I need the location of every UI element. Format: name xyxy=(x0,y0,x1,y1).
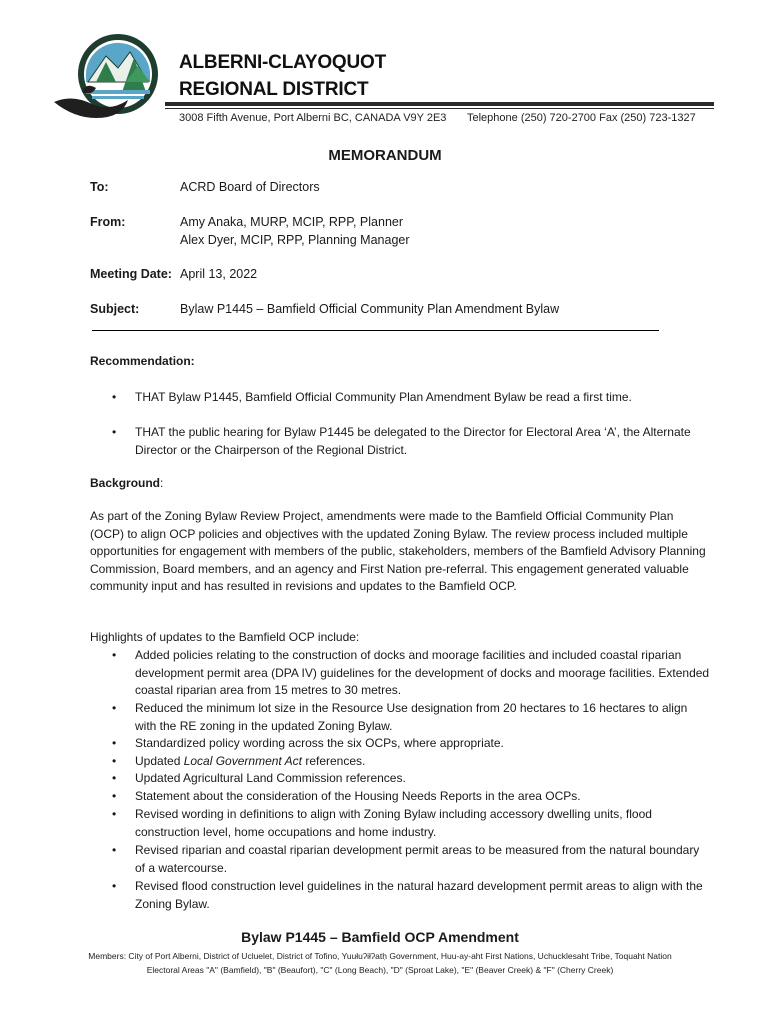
bullet-icon: • xyxy=(112,425,117,439)
updated-suffix: references. xyxy=(301,754,366,768)
highlight-item: Statement about the consideration of the Housing Needs Reports in the area OCPs. xyxy=(135,789,581,803)
subject-value: Bylaw P1445 – Bamfield Official Community Plan Amendment Bylaw xyxy=(180,302,560,316)
highlights-intro: Highlights of updates to the Bamfield OCP include: xyxy=(90,630,360,644)
recommendation-item-1: THAT Bylaw P1445, Bamfield Official Community Plan Amendment Bylaw be read a first time. xyxy=(135,390,632,404)
bullet-icon: • xyxy=(112,754,117,768)
highlight-item: Standardized policy wording across the six OCPs, where appropriate. xyxy=(135,736,504,750)
meeting-date-value: April 13, 2022 xyxy=(180,267,258,281)
highlight-item: Revised wording in definitions to align with Zoning Bylaw including accessory dwelling units, flood construction level, home occupations and home industry. xyxy=(135,807,652,839)
highlight-item: Updated Agricultural Land Commission references. xyxy=(135,771,406,785)
bullet-icon: • xyxy=(112,390,117,404)
background-paragraph: As part of the Zoning Bylaw Review Project, amendments were made to the Bamfield Official Community Plan (OCP) to align OCP policies and objectives with the updated Zoning Bylaw. The review process included multiple opportunities for engagement with members of the public, stakeholders, members of the Bamfield Advisory Planning Commission, Board members, and an agency and First Nation pre-referral. This engagement generated valuable community input and has resulted in revisions and updates to the Bamfield OCP. xyxy=(90,509,706,593)
subject-label: Subject: xyxy=(90,302,140,316)
to-label: To: xyxy=(90,180,109,194)
bullet-icon: • xyxy=(112,879,117,893)
acrd-logo-icon xyxy=(52,32,168,122)
footer-title: Bylaw P1445 – Bamfield OCP Amendment xyxy=(241,929,519,945)
bullet-icon: • xyxy=(112,648,117,662)
footer-members-line1: Members: City of Port Alberni, District of Ucluelet, District of Tofino, Yuułuʔiłʔatḥ Government, Huu-ay-aht First Nations, Uchucklesaht Tribe, Toquaht Nation xyxy=(88,951,672,961)
from-line1: Amy Anaka, MURP, MCIP, RPP, Planner xyxy=(180,215,404,229)
bullet-icon: • xyxy=(112,736,117,750)
org-name-line1: ALBERNI-CLAYOQUOT xyxy=(179,52,387,73)
highlight-item: Added policies relating to the construction of docks and moorage facilities and included coastal riparian development permit area (DPA IV) guidelines for the development of docks and moorage facilities. Extended coastal riparian area from 15 metres to 30 metres. xyxy=(135,648,710,697)
bullet-icon: • xyxy=(112,843,117,857)
header-rule-thin xyxy=(165,108,714,109)
highlight-item-updated-lga xyxy=(135,753,710,771)
local-government-act: Local Government Act xyxy=(183,754,302,768)
bullet-icon: • xyxy=(112,771,117,785)
from-label: From: xyxy=(90,215,126,229)
to-value: ACRD Board of Directors xyxy=(180,180,320,194)
highlight-item: Revised riparian and coastal riparian development permit areas to be measured from the natural boundary of a watercourse. xyxy=(135,843,700,875)
recommendation-heading: Recommendation: xyxy=(90,354,195,368)
background-heading-suffix: : xyxy=(160,476,164,490)
org-address: 3008 Fifth Avenue, Port Alberni BC, CANADA V9Y 2E3 xyxy=(179,112,447,124)
org-phone-fax: Telephone (250) 720-2700 Fax (250) 723-1327 xyxy=(467,112,696,124)
header-rule-thick xyxy=(165,102,714,106)
org-name-line2: REGIONAL DISTRICT xyxy=(179,79,369,100)
footer-members-line2: Electoral Areas "A" (Bamfield), "B" (Beaufort), "C" (Long Beach), "D" (Sproat Lake), "E" (Beaver Creek) & "F" (Cherry Creek) xyxy=(146,965,614,975)
meeting-date-label: Meeting Date: xyxy=(90,267,172,281)
highlight-item: Revised flood construction level guidelines in the natural hazard development permit areas to align with the Zoning Bylaw. xyxy=(135,879,703,911)
highlight-item: Reduced the minimum lot size in the Resource Use designation from 20 hectares to 16 hectares to align with the RE zoning in the updated Zoning Bylaw. xyxy=(135,701,688,733)
bullet-icon: • xyxy=(112,789,117,803)
recommendation-item-2: THAT the public hearing for Bylaw P1445 be delegated to the Director for Electoral Area ‘A’, the Alternate Director or the Chairperson of the Regional District. xyxy=(135,425,691,457)
updated-prefix: Updated xyxy=(135,754,184,768)
background-heading-line xyxy=(90,475,710,493)
bullet-icon: • xyxy=(112,701,117,715)
from-line2: Alex Dyer, MCIP, RPP, Planning Manager xyxy=(180,233,410,247)
subject-divider xyxy=(92,330,659,331)
background-heading: Background xyxy=(90,476,161,490)
bullet-icon: • xyxy=(112,807,117,821)
memo-title: MEMORANDUM xyxy=(328,147,442,164)
